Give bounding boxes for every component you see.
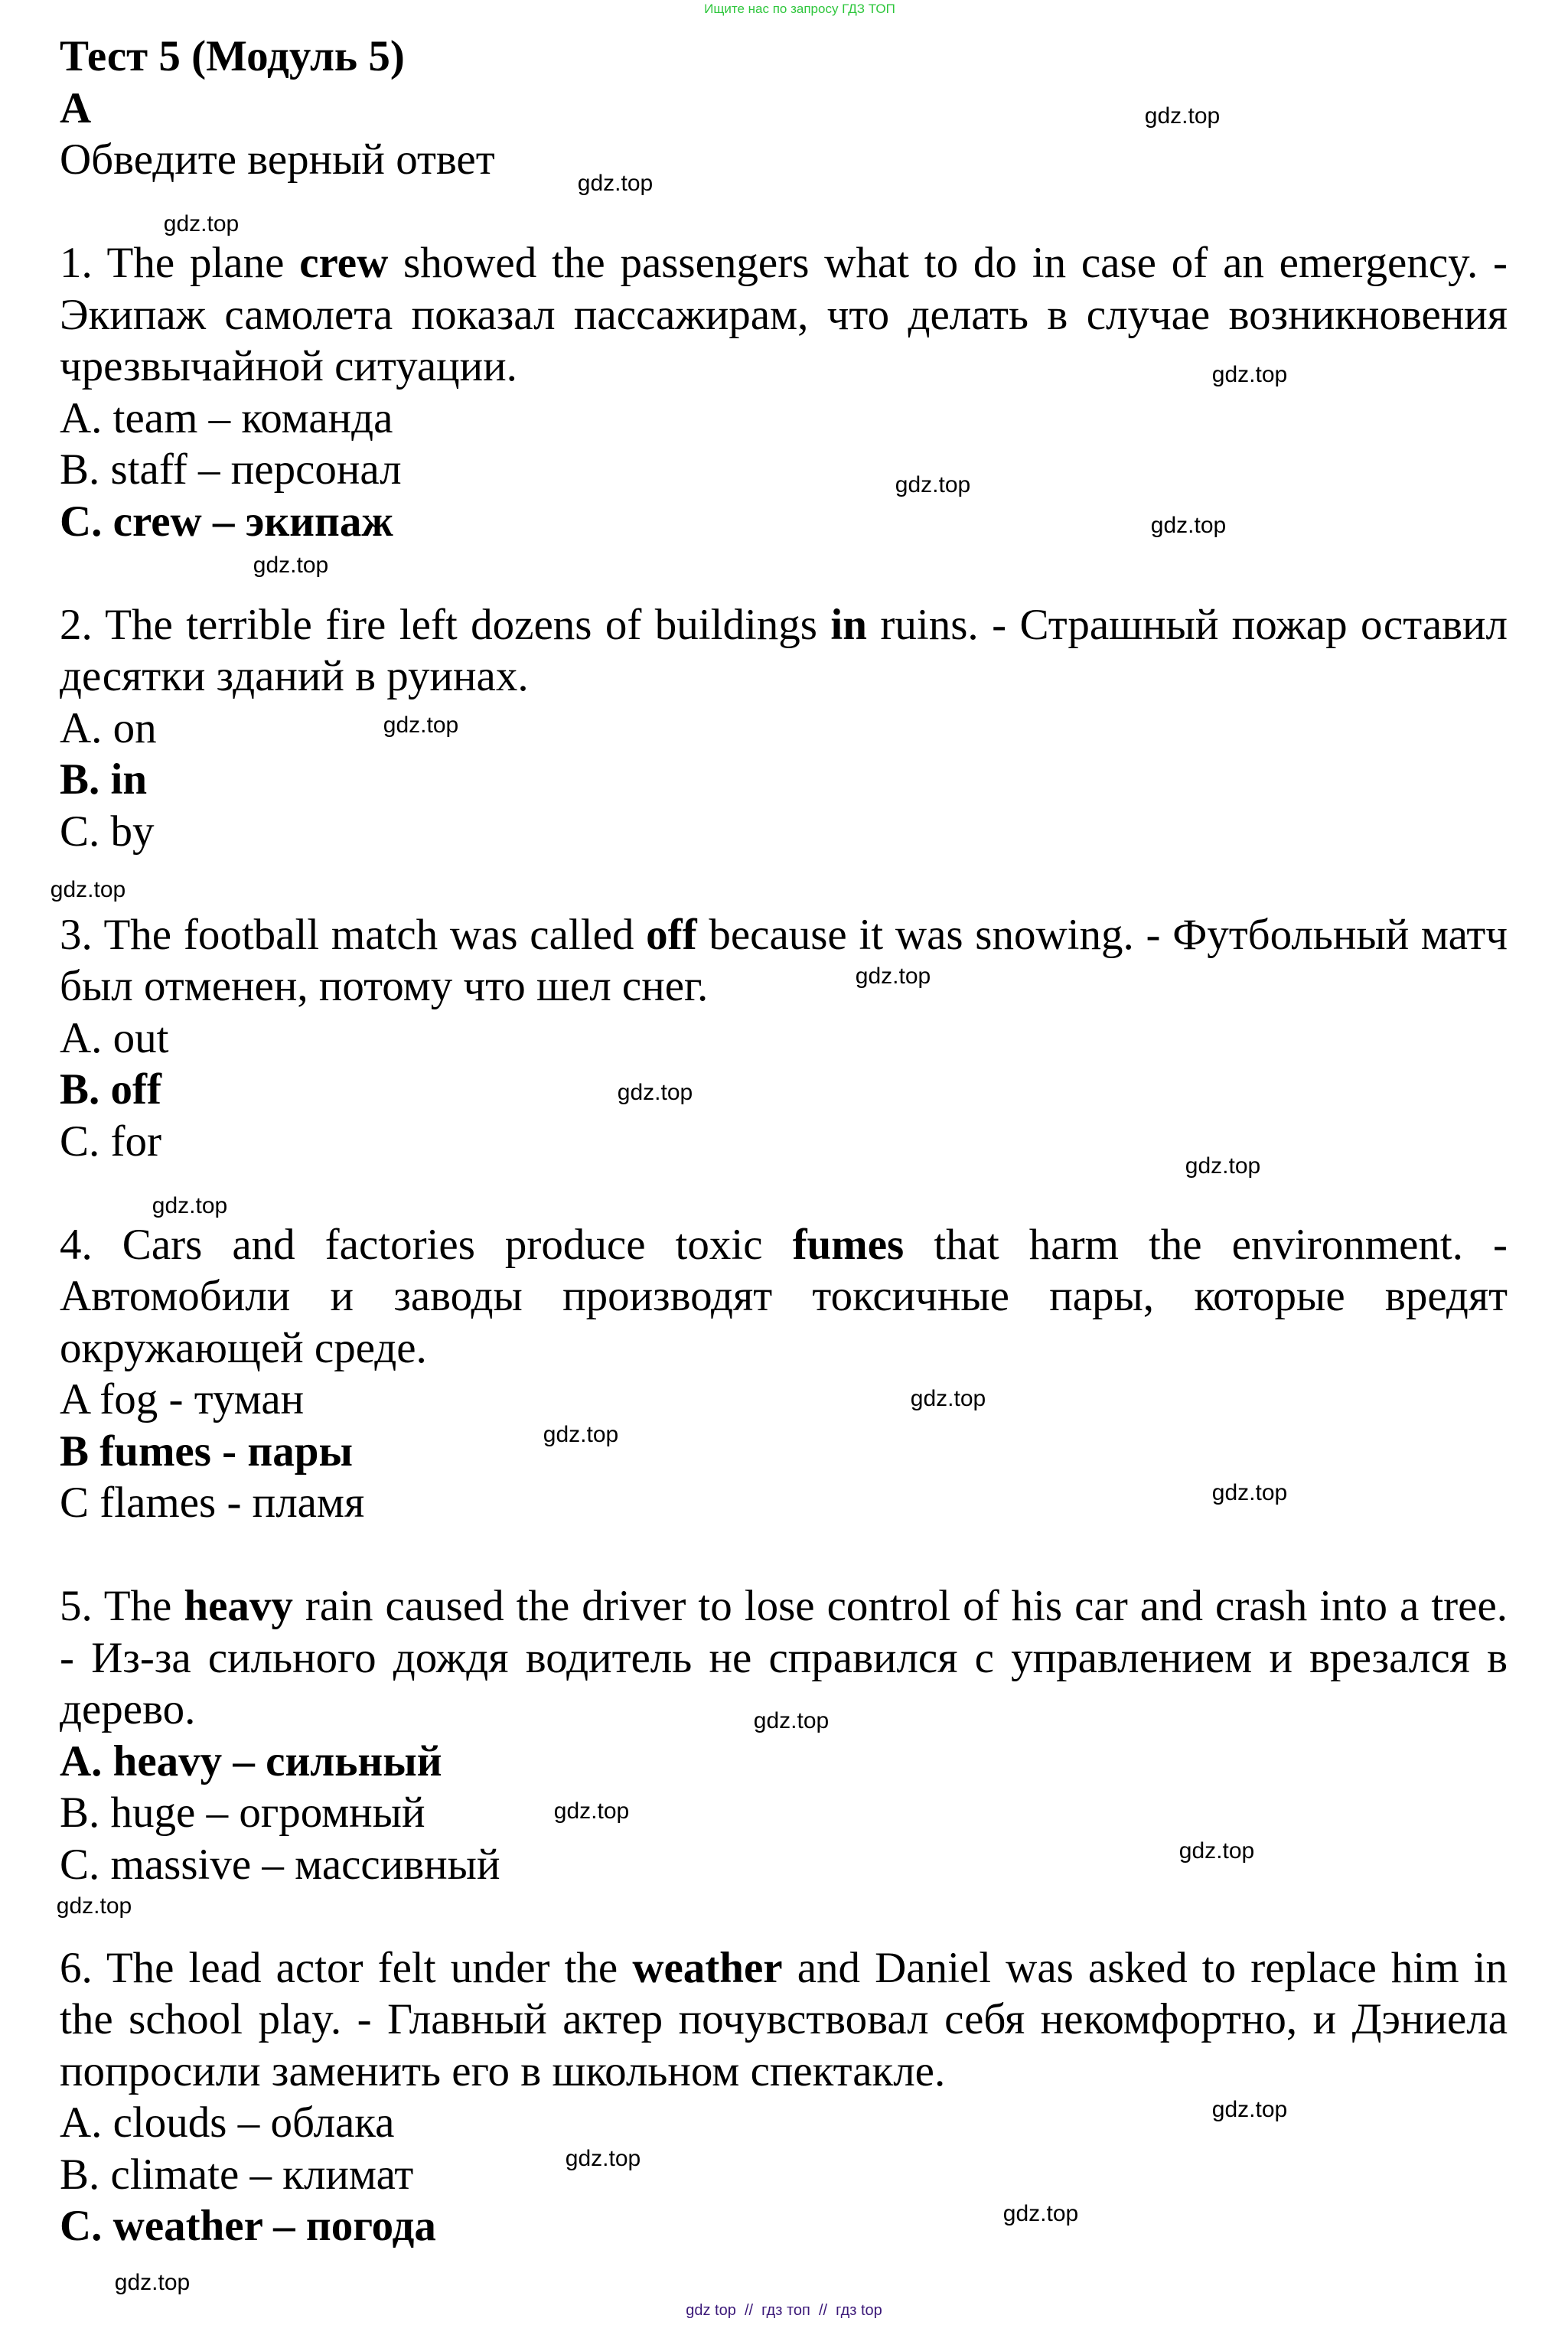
question-block <box>60 1942 1508 2252</box>
key-word: weather <box>632 1943 783 1992</box>
answer-option[interactable]: B. staff – персонал <box>60 445 402 494</box>
answer-option[interactable]: C. by <box>60 807 155 856</box>
test-content <box>60 31 1508 2252</box>
watermark: gdz.top <box>1144 103 1221 129</box>
watermark: gdz.top <box>1178 1838 1255 1864</box>
question-segment: 5. The <box>60 1582 184 1630</box>
question-segment: rain caused the driver to lose control of his car and crash into a tree. - Из-за сильного дождя водитель не справился с управлением и врезался в дерево. <box>60 1582 1508 1733</box>
question-text <box>60 1219 1508 1374</box>
question-block <box>60 237 1508 547</box>
answer-option[interactable]: A. out <box>60 1013 169 1062</box>
key-word: crew <box>299 239 389 287</box>
question-block <box>60 1219 1508 1529</box>
question-segment: 6. The lead actor felt under the <box>60 1943 633 1992</box>
instruction: Обведите верный ответ <box>60 135 495 184</box>
question-segment: showed the passengers what to do in case of an emergency. - Экипаж самолета показал пассажирам, что делать в случае возникновения чрезвычайной ситуации. <box>60 239 1508 390</box>
answer-option-correct[interactable]: A. heavy – сильный <box>60 1736 442 1785</box>
question-segment: 3. The football match was called <box>60 910 647 959</box>
watermark: gdz.top <box>910 1386 986 1411</box>
key-word: fumes <box>792 1220 905 1269</box>
question-text <box>60 909 1508 1012</box>
watermark: gdz.top <box>383 712 459 738</box>
watermark: gdz.top <box>753 1708 830 1733</box>
question-block <box>60 1580 1508 1890</box>
question-segment: ruins. - Страшный пожар оставил десятки зданий в руинах. <box>60 600 1508 700</box>
watermark: gdz.top <box>543 1422 619 1447</box>
answer-option[interactable]: A. team – команда <box>60 393 393 442</box>
answer-option[interactable]: A. clouds – облака <box>60 2098 395 2147</box>
question-segment: and Daniel was asked to replace him in the school play. - Главный актер почувствовал себя некомфортно, и Дэниела попросили заменить его в школьном спектакле. <box>60 1943 1508 2095</box>
answer-option[interactable]: C. for <box>60 1117 161 1166</box>
section-label: A <box>60 83 92 132</box>
watermark: gdz.top <box>163 211 240 236</box>
watermark: gdz.top <box>253 553 329 578</box>
key-word: in <box>830 600 867 649</box>
answer-option[interactable]: A fog - туман <box>60 1375 305 1423</box>
answer-option[interactable]: B. climate – климат <box>60 2150 414 2199</box>
answer-option[interactable]: C. massive – массивный <box>60 1840 500 1889</box>
question-segment: that harm the environment. - Автомобили и заводы производят токсичные пары, которые вредят окружающей среде. <box>60 1220 1508 1372</box>
key-word: off <box>646 910 697 959</box>
answer-option-correct[interactable]: B. off <box>60 1065 161 1114</box>
question-segment: because it was snowing. - Футбольный матч был отменен, потому что шел снег. <box>60 910 1508 1010</box>
watermark: gdz.top <box>1150 513 1227 538</box>
answer-option[interactable]: C flames - пламя <box>60 1479 365 1527</box>
question-segment: 1. The plane <box>60 239 300 287</box>
answer-option-correct[interactable]: B. in <box>60 755 148 804</box>
watermark: gdz.top <box>895 472 971 497</box>
watermark: gdz.top <box>1211 2097 1288 2122</box>
question-block <box>60 909 1508 1168</box>
question-text <box>60 237 1508 393</box>
header-note: Ищите нас по запросу ГДЗ ТОП <box>704 2 895 16</box>
watermark: gdz.top <box>855 964 931 989</box>
watermark: gdz.top <box>1002 2201 1079 2226</box>
answer-option-correct[interactable]: C. weather – погода <box>60 2202 436 2250</box>
answer-option[interactable]: A. on <box>60 703 157 752</box>
watermark: gdz.top <box>617 1080 693 1105</box>
question-block <box>60 599 1508 858</box>
watermark: gdz.top <box>1185 1153 1261 1179</box>
watermark: gdz.top <box>50 877 126 902</box>
questions-list <box>60 237 1508 2252</box>
watermark: gdz.top <box>1211 362 1288 387</box>
watermark: gdz.top <box>56 1893 132 1919</box>
answer-option-correct[interactable]: B fumes - пары <box>60 1427 353 1476</box>
question-text <box>60 599 1508 703</box>
question-segment: 2. The terrible fire left dozens of buildings <box>60 600 831 649</box>
watermark: gdz.top <box>553 1798 630 1824</box>
watermark: gdz.top <box>577 171 654 196</box>
question-segment: 4. Cars and factories produce toxic <box>60 1220 793 1269</box>
watermark: gdz.top <box>1211 1480 1288 1505</box>
key-word: heavy <box>184 1582 293 1630</box>
question-text <box>60 1942 1508 2098</box>
watermark: gdz.top <box>152 1193 228 1218</box>
answer-option-correct[interactable]: C. crew – экипаж <box>60 497 393 546</box>
footer: gdz top // гдз топ // гдз top <box>686 2302 882 2319</box>
watermark: gdz.top <box>565 2146 641 2171</box>
page-title: Тест 5 (Модуль 5) <box>60 32 405 80</box>
answer-option[interactable]: B. huge – огромный <box>60 1789 425 1837</box>
watermark: gdz.top <box>114 2270 191 2295</box>
